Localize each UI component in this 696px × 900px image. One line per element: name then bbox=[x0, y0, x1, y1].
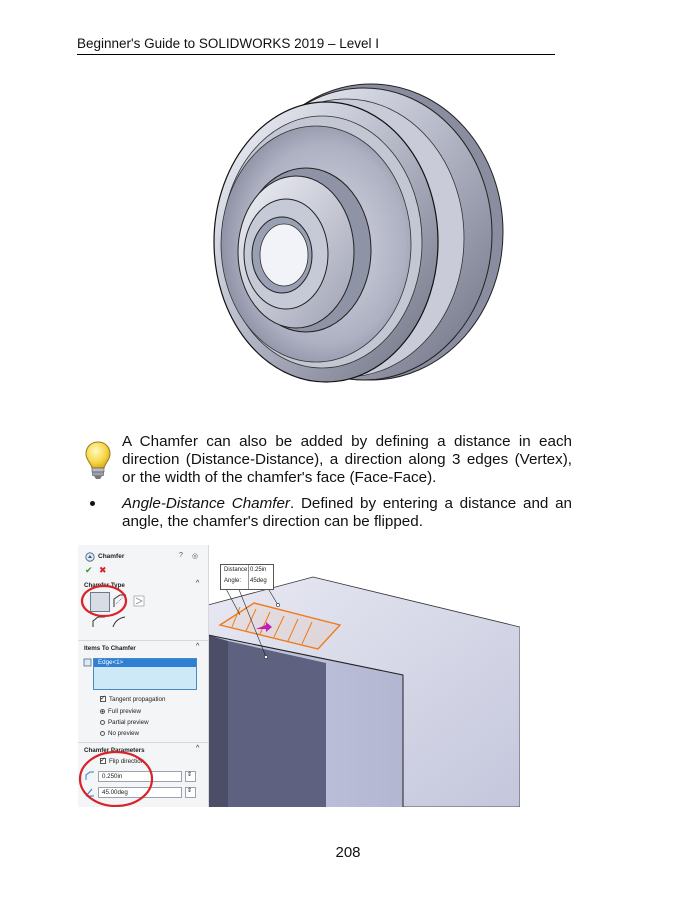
highlight-circle-parameters bbox=[78, 745, 158, 807]
bullet-dot bbox=[90, 501, 95, 506]
edge-selection-list[interactable] bbox=[93, 658, 197, 690]
chevron-up-icon[interactable]: ^ bbox=[196, 745, 200, 752]
radio-icon[interactable] bbox=[100, 709, 105, 714]
help-icon[interactable]: ? bbox=[179, 552, 183, 559]
angle-spinner[interactable]: ⇕ bbox=[185, 787, 196, 798]
bullet-paragraph bbox=[122, 495, 572, 531]
pm-title: Chamfer bbox=[98, 553, 125, 560]
callout-distance-label: Distance: bbox=[224, 567, 250, 573]
section-items-to-chamfer[interactable]: Items To Chamfer bbox=[84, 645, 136, 652]
callout-angle-label: Angle: bbox=[224, 578, 242, 584]
chamfer-screenshot bbox=[78, 545, 520, 807]
dimension-callout[interactable] bbox=[220, 564, 274, 590]
callout-angle-value[interactable]: 45deg bbox=[250, 578, 267, 584]
chevron-up-icon[interactable]: ^ bbox=[196, 643, 200, 650]
angle-value[interactable]: 45.00deg bbox=[102, 789, 128, 796]
edge-selection-icon bbox=[83, 658, 92, 667]
tangent-propagation-label: Tangent propagation bbox=[109, 696, 166, 703]
full-preview-radio[interactable] bbox=[100, 708, 141, 715]
flip-direction-label: Flip direction bbox=[109, 758, 145, 765]
running-header: Beginner's Guide to SOLIDWORKS 2019 – Level I bbox=[77, 36, 379, 51]
type-vertex-icon[interactable] bbox=[133, 595, 145, 607]
tangent-propagation-checkbox[interactable] bbox=[100, 696, 165, 703]
wheel-model-image bbox=[176, 82, 516, 394]
ok-check-icon[interactable]: ✔ bbox=[85, 565, 93, 575]
section-chamfer-parameters[interactable]: Chamfer Parameters bbox=[84, 747, 145, 754]
distance-spinner[interactable]: ⇕ bbox=[185, 771, 196, 782]
chamfer-feature-icon bbox=[85, 552, 95, 562]
distance-value[interactable]: 0.250in bbox=[102, 773, 123, 780]
chevron-up-icon[interactable]: ^ bbox=[196, 580, 200, 587]
highlight-circle-type bbox=[80, 583, 132, 619]
chamfer-property-manager bbox=[78, 545, 209, 807]
section-chamfer-type[interactable]: Chamfer Type bbox=[84, 582, 125, 589]
full-preview-label: Full preview bbox=[108, 708, 142, 715]
radio-icon[interactable] bbox=[100, 731, 105, 736]
checkbox-icon[interactable] bbox=[100, 696, 106, 702]
pushpin-icon[interactable]: ◎ bbox=[192, 553, 199, 560]
callout-distance-value[interactable]: 0.25in bbox=[250, 567, 267, 573]
selected-edge-item[interactable]: Edge<1> bbox=[94, 659, 196, 667]
no-preview-radio[interactable] bbox=[100, 730, 139, 737]
page-number: 208 bbox=[335, 844, 361, 861]
cancel-close-icon[interactable]: ✖ bbox=[99, 565, 107, 575]
divider bbox=[78, 640, 208, 641]
header-rule bbox=[77, 54, 555, 55]
partial-preview-label: Partial preview bbox=[108, 719, 149, 726]
bullet-text: . Defined by entering a distance and an angle, the chamfer's direction can be flipped. bbox=[122, 495, 572, 530]
partial-preview-radio[interactable] bbox=[100, 719, 149, 726]
tip-text: A Chamfer can also be added by defining a distance in each direction (Distance-Distance), a direction along 3 edges (Vertex), or the width of the chamfer's face (Face-Face). bbox=[122, 433, 572, 486]
divider bbox=[78, 742, 208, 743]
radio-icon[interactable] bbox=[100, 720, 105, 725]
bullet-title: Angle-Distance Chamfer bbox=[122, 495, 290, 512]
no-preview-label: No preview bbox=[108, 730, 139, 737]
lightbulb-icon bbox=[84, 440, 112, 482]
